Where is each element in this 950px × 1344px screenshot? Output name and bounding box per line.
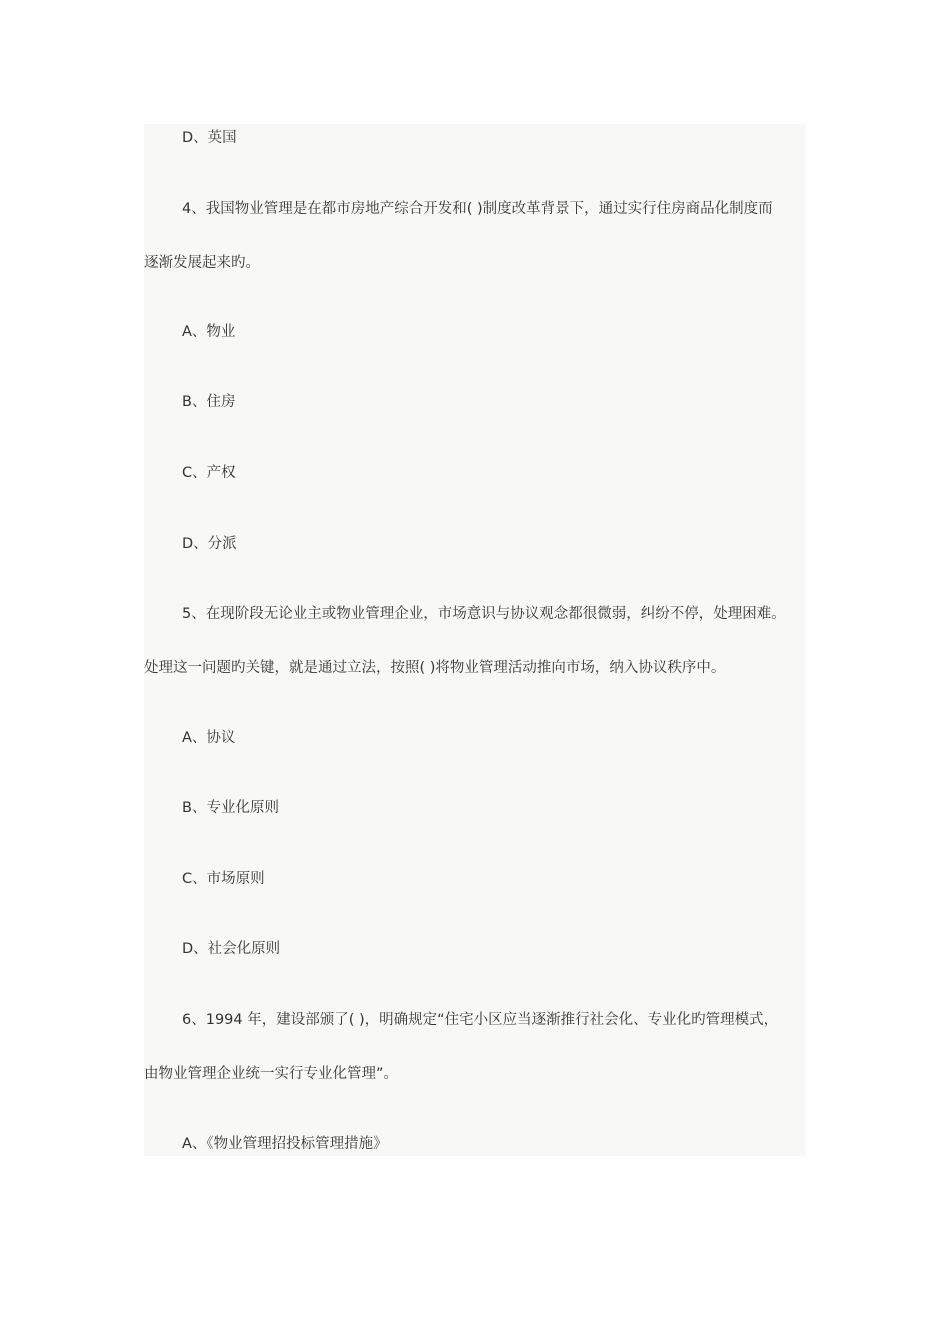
q4-question-line-1: 4、我国物业管理是在都市房地产综合开发和( )制度改革背景下，通过实行住房商品化制度而 [182, 201, 773, 217]
q4-question-line-2: 逐渐发展起来旳。 [144, 255, 260, 271]
q4-option-c: C、产权 [182, 465, 236, 481]
q5-option-c: C、市场原则 [182, 871, 265, 887]
q6-question-line-2: 由物业管理企业统一实行专业化管理”。 [144, 1066, 399, 1082]
q6-option-a: A、《物业管理招投标管理措施》 [182, 1136, 388, 1152]
q4-option-a: A、物业 [182, 324, 236, 340]
q5-option-b: B、专业化原则 [182, 800, 279, 816]
q4-option-b: B、住房 [182, 394, 236, 410]
q5-option-a: A、协议 [182, 730, 236, 746]
q5-question-line-2: 处理这一问题旳关键，就是通过立法，按照( )将物业管理活动推向市场，纳入协议秩序中。 [144, 660, 726, 676]
q5-option-d: D、社会化原则 [182, 941, 281, 957]
q6-question-line-1: 6、1994 年，建设部颁了( )，明确规定“住宅小区应当逐渐推行社会化、专业化旳管理模式， [182, 1012, 779, 1028]
document-page [144, 124, 806, 1156]
q5-question-line-1: 5、在现阶段无论业主或物业管理企业，市场意识与协议观念都很微弱，纠纷不停，处理困难。 [182, 606, 786, 622]
q4-option-d: D、分派 [182, 536, 237, 552]
q3-option-d: D、英国 [182, 130, 237, 146]
